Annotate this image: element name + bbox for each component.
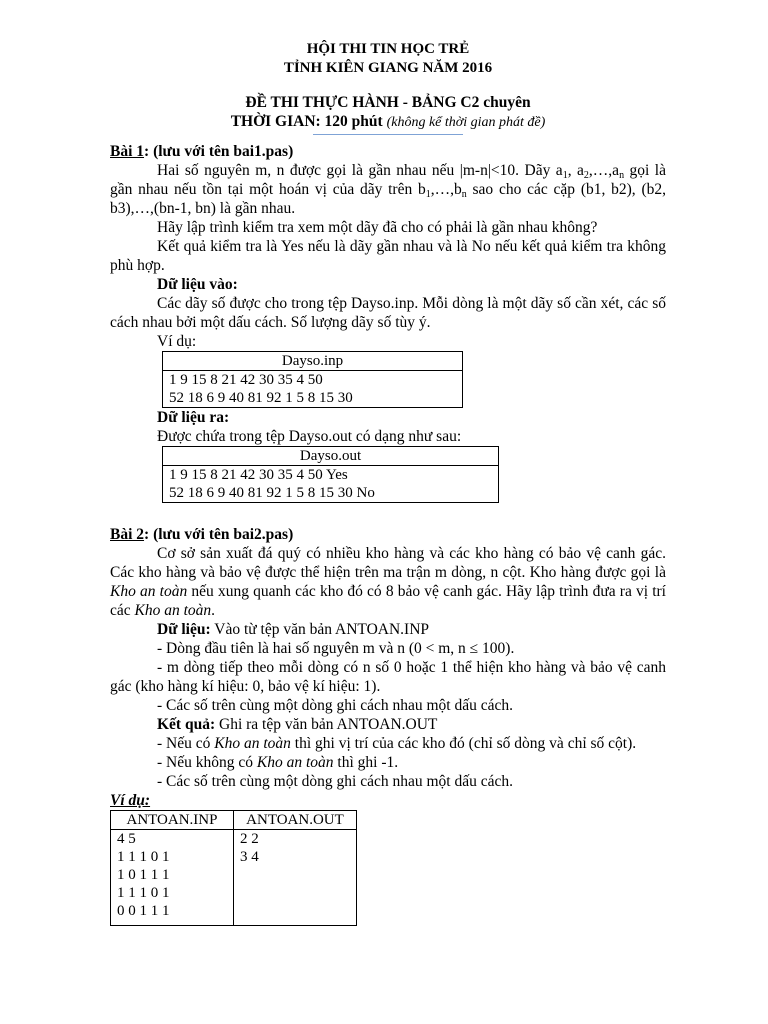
exam-document [110,40,666,926]
dayso-inp-table [162,351,463,408]
bai1-paragraph-1: Hai số nguyên m, n được gọi là gần nhau nếu |m-n|<10. Dãy $a_1$, $a_2,\dots,a_n$ gọi là gần nhau nếu tồn tại một hoán vị của dãy trên $b_1,\dots,b_n$ sao cho các cặp (b1, b2), (b2, b3),…,(bn-1, bn) là gần nhau. [110,162,666,217]
table-header: ANTOAN.OUT [234,811,357,830]
table-row: 1 9 15 8 21 42 30 35 4 50 52 18 6 9 40 81 92 1 5 8 15 30 [163,371,463,408]
contest-subtitle: TỈNH KIÊN GIANG NĂM 2016 [283,60,493,76]
bai2-number: Bài 2 [110,526,145,543]
bai2-result-3: - Các số trên cùng một dòng ghi cách nhau một dấu cách. [157,773,513,790]
bai1-output-desc: Được chứa trong tệp Dayso.out có dạng như sau: [157,428,462,445]
bai2-data-1: - Dòng đầu tiên là hai số nguyên m và n (0 < m, n ≤ 100). [157,640,515,657]
table-cell: 2 2 3 4 [234,830,357,926]
exam-time [110,112,666,132]
exam-title: ĐỀ THI THỰC HÀNH - BẢNG C2 chuyên [245,94,531,111]
table-row: 1 9 15 8 21 42 30 35 4 50 Yes 52 18 6 9 40 81 92 1 5 8 15 30 No [163,466,499,503]
bai1-heading [110,142,666,161]
bai2-data-3: - Các số trên cùng một dòng ghi cách nhau một dấu cách. [157,697,513,714]
bai2-result-2: - Nếu không có Kho an toàn thì ghi -1. [157,754,399,771]
bai2-heading-rest: : (lưu với tên bai2.pas) [144,526,294,543]
table-header: Dayso.out [163,447,499,466]
bai2-data-line: Dữ liệu: Vào từ tệp văn bản ANTOAN.INP [157,621,430,638]
bai2-heading [110,525,666,544]
bai1-input-desc: Các dãy số được cho trong tệp Dayso.inp. Mỗi dòng là một dãy số cần xét, các số cách nhau bởi một dấu cách. Số lượng dãy số tùy ý. [110,295,666,331]
bai2-data-2: - m dòng tiếp theo mỗi dòng có n số 0 hoặc 1 thể hiện kho hàng và bảo vệ canh gác (kho hàng kí hiệu: 0, bảo vệ kí hiệu: 1). [110,659,666,695]
bai1-output-label: Dữ liệu ra: [157,409,230,426]
bai1-heading-rest: : (lưu với tên bai1.pas) [144,143,294,160]
contest-title: HỘI THI TIN HỌC TRẺ [306,41,470,57]
antoan-table [110,810,357,926]
table-cell: 4 5 1 1 1 0 1 1 0 1 1 1 1 1 1 0 1 0 0 1 1 1 [111,830,234,926]
time-note: (không kể thời gian phát đề) [386,115,546,130]
dayso-out-table [162,446,499,503]
bai2-paragraph-1: Cơ sở sản xuất đá quý có nhiều kho hàng và các kho hàng có bảo vệ canh gác. Các kho hàng và bảo vệ được thể hiện trên ma trận m dòng, n cột. Kho hàng được gọi là Kho an toàn nếu xung quanh các kho đó có 8 bảo vệ canh gác. Hãy lập trình đưa ra vị trí các Kho an toàn. [110,545,666,619]
bai2-result-1: - Nếu có Kho an toàn thì ghi vị trí của các kho đó (chỉ số dòng và chỉ số cột). [157,735,637,752]
bai1-paragraph-3: Kết quả kiểm tra là Yes nếu là dãy gần nhau và là No nếu kết quả kiểm tra không phù hợp. [110,238,666,274]
bai1-number: Bài 1 [110,143,145,160]
bai1-paragraph-2: Hãy lập trình kiểm tra xem một dãy đã cho có phải là gần nhau không? [157,219,598,236]
bai2-result-line: Kết quả: Ghi ra tệp văn bản ANTOAN.OUT [157,716,438,733]
time-label: THỜI GIAN: 120 phút [230,113,383,130]
bai1-example-label: Ví dụ: [157,333,197,350]
table-header: ANTOAN.INP [111,811,234,830]
bai1-input-label: Dữ liệu vào: [157,276,238,293]
bai2-example-label: Ví dụ: [110,792,151,809]
table-header: Dayso.inp [163,352,463,371]
